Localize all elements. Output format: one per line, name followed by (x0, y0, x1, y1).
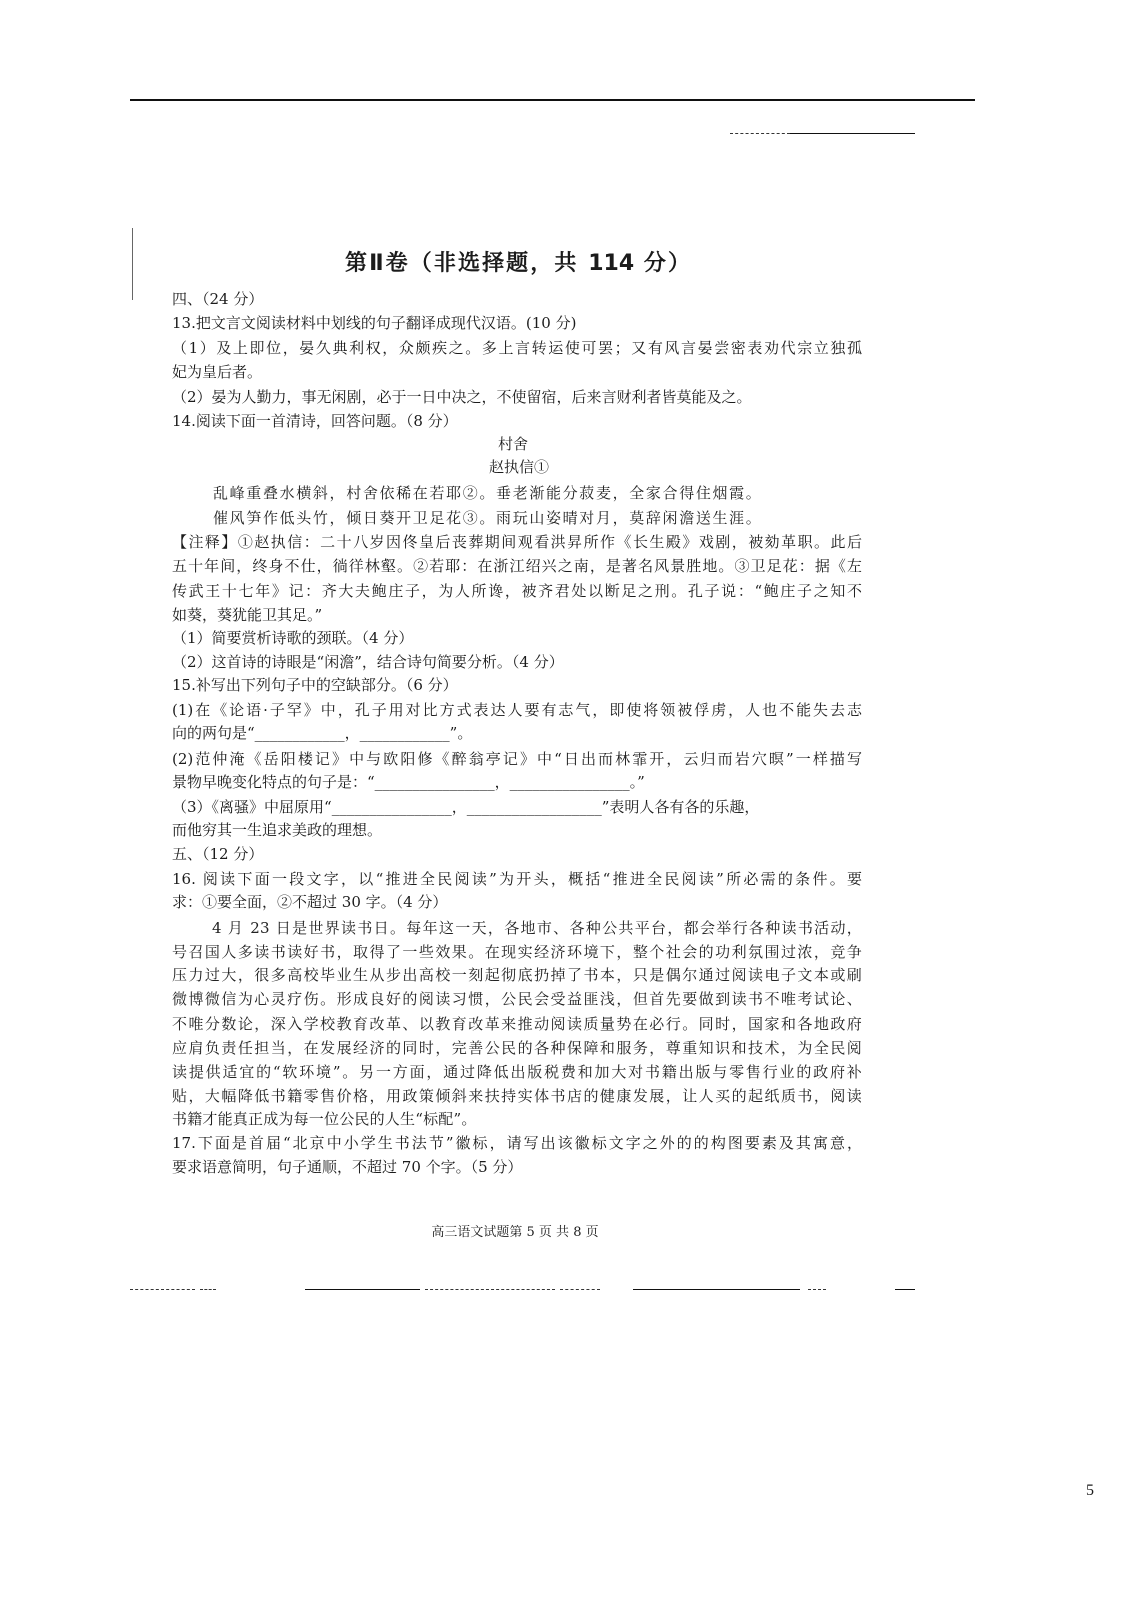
poem-notes-line-3: 传武王十七年》记：齐大夫鲍庄子，为人所谗，被齐君处以断足之刑。孔子说：“鲍庄子之知不 (172, 582, 862, 600)
q15-item1-line1: (1)在《论语·子罕》中，孔子用对比方式表达人要有志气，即使将领被俘虏，人也不能失去志 (172, 701, 862, 719)
page-footer: 高三语文试题第 5 页 共 8 页 (431, 1225, 599, 1240)
passage-line: 应肩负责任担当，在发展经济的同时，完善公民的各种保障和服务，尊重知识和技术，为全民阅 (172, 1039, 862, 1057)
passage-line: 读提供适宜的“软环境”。另一方面，通过降低出版税费和加大对书籍出版与零售行业的政府补 (172, 1063, 862, 1081)
passage-line: 压力过大，很多高校毕业生从步出高校一刻起彻底扔掉了书本，只是偶尔通过阅读电子文本或刷 (172, 966, 862, 984)
passage-line: 4 月 23 日是世界读书日。每年这一天，各地市、各种公共平台，都会举行各种读书活动， (212, 919, 862, 937)
q13-item1-line2: 妃为皇后者。 (172, 363, 263, 381)
poem-line-2: 催风笋作低头竹，倾日葵开卫足花③。雨玩山姿晴对月，莫辞闲澹送生涯。 (213, 509, 761, 527)
top-rule (130, 99, 975, 101)
q14-sub2: （2）这首诗的诗眼是“闲澹”，结合诗句简要分析。（4 分） (172, 653, 564, 671)
q15-item2-line2: 景物早晚变化特点的句子是：“________________，________________。” (172, 773, 645, 791)
bottom-rule-segment (808, 1289, 826, 1290)
bottom-rule-segment (200, 1289, 216, 1290)
q16-prompt-line1: 16. 阅读下面一段文字，以“推进全民阅读”为开头，概括“推进全民阅读”所必需的条件。要 (172, 870, 862, 888)
q13-prompt: 13.把文言文阅读材料中划线的句子翻译成现代汉语。(10 分) (172, 314, 577, 332)
poem-notes-line-1: 【注释】①赵执信：二十八岁因佟皇后丧葬期间观看洪昇所作《长生殿》戏剧，被劾革职。此后 (172, 533, 862, 551)
poem-title: 村舍 (497, 435, 528, 453)
paper-section-title: 第Ⅱ卷（非选择题，共 114 分） (345, 251, 690, 276)
bottom-rule-segment (130, 1289, 195, 1290)
poem-notes-line-4: 如葵，葵犹能卫其足。” (172, 606, 323, 624)
q17-prompt-line2: 要求语意简明，句子通顺，不超过 70 个字。（5 分） (172, 1158, 523, 1176)
q15-item1-line2: 向的两句是“____________，____________”。 (172, 724, 473, 742)
bottom-rule-segment (560, 1289, 600, 1290)
q15-item3-line1: （3）《离骚》中屈原用“________________，__________________”表明人各有各的乐趣， (172, 798, 760, 816)
passage-line: 号召国人多读书读好书，取得了一些效果。在现实经济环境下，整个社会的功利氛围过浓，竞争 (172, 943, 862, 961)
bottom-rule-segment (633, 1289, 800, 1290)
q13-item2: （2）晏为人勤力，事无闲剧，必于一日中决之，不使留宿，后来言财利者皆莫能及之。 (172, 388, 752, 406)
q13-item1-line1: （1）及上即位，晏久典利权，众颇疾之。多上言转运使可罢；又有风言晏尝密表劝代宗立独孤 (172, 339, 862, 357)
q14-prompt: 14.阅读下面一首清诗，回答问题。（8 分） (172, 412, 458, 430)
q17-prompt-line1: 17.下面是首届“北京中小学生书法节”徽标，请写出该徽标文字之外的的构图要素及其寓意， (172, 1134, 862, 1152)
passage-line: 书籍才能真正成为每一位公民的人生“标配”。 (172, 1110, 477, 1128)
poem-notes-line-2: 五十年间，终身不仕，徜徉林壑。②若耶：在浙江绍兴之南，是著名风景胜地。③卫足花：据《左 (172, 557, 862, 575)
top-right-dotted-rule (730, 133, 790, 134)
page-number: 5 (1086, 1482, 1094, 1499)
q15-item2-line1: (2)范仲淹《岳阳楼记》中与欧阳修《醉翁亭记》中“日出而林霏开，云归而岩穴暝”一样描写 (172, 750, 862, 768)
bottom-rule-segment (425, 1289, 555, 1290)
q14-sub1: （1）简要赏析诗歌的颈联。（4 分） (172, 629, 414, 647)
passage-line: 贴，大幅降低书籍零售价格，用政策倾斜来扶持实体书店的健康发展，让人买的起纸质书，阅读 (172, 1087, 862, 1105)
bottom-rule-segment (895, 1289, 915, 1290)
left-scan-mark (132, 228, 133, 300)
q15-item3-line2: 而他穷其一生追求美政的理想。 (172, 821, 383, 839)
top-right-rule (790, 133, 915, 134)
q16-prompt-line2: 求：①要全面，②不超过 30 字。（4 分） (172, 893, 448, 911)
passage-line: 不唯分数论，深入学校教育改革、以教育改革来推动阅读质量势在必行。同时，国家和各地政府 (172, 1015, 862, 1033)
q15-prompt: 15.补写出下列句子中的空缺部分。（6 分） (172, 676, 458, 694)
passage-line: 微博微信为心灵疗伤。形成良好的阅读习惯，公民会受益匪浅，但首先要做到读书不唯考试论、 (172, 990, 862, 1008)
section-five-heading: 五、（12 分） (172, 845, 264, 863)
poem-author: 赵执信① (488, 458, 549, 476)
bottom-rule-segment (305, 1289, 420, 1290)
poem-line-1: 乱峰重叠水横斜，村舍依稀在若耶②。垂老渐能分菽麦，全家合得住烟霞。 (213, 484, 761, 502)
section-four-heading: 四、（24 分） (172, 290, 264, 308)
